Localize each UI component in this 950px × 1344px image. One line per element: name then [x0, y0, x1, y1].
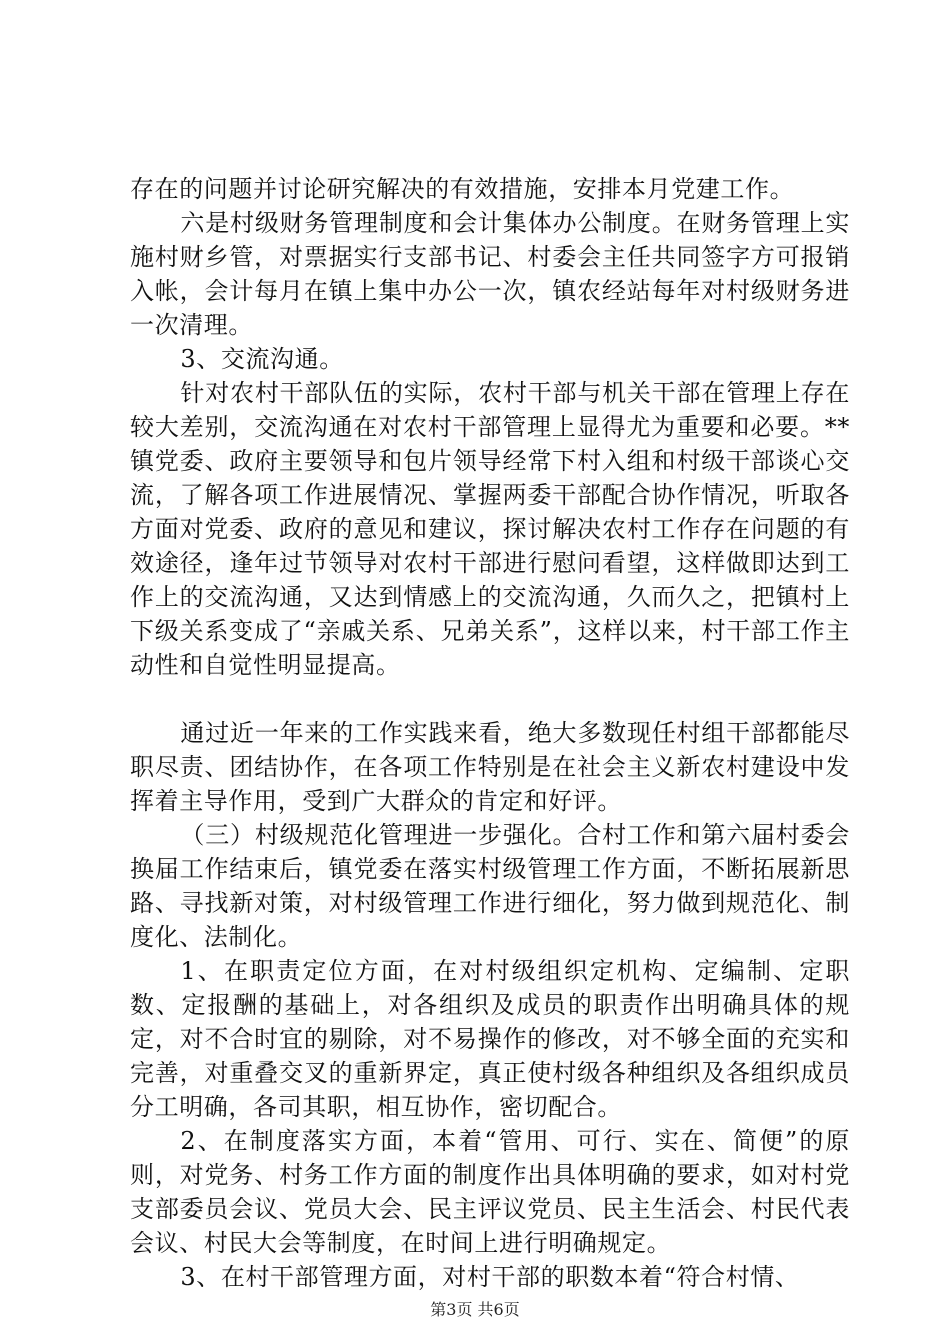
paragraph-4: 针对农村干部队伍的实际，农村干部与机关干部在管理上存在较大差别，交流沟通在对农村干部管理上显得尤为重要和必要。**镇党委、政府主要领导和包片领导经常下村入组和村级干部谈心交流，了解各项工作进展情况、掌握两委干部配合协作情况，听取各方面对党委、政府的意见和建议，探讨解决农村工作存在问题的有效途径，逢年过节领导对农村干部进行慰问看望，这样做即达到工作上的交流沟通，又达到情感上的交流沟通，久而久之，把镇村上下级关系变成了“亲戚关系、兄弟关系”，这样以来，村干部工作主动性和自觉性明显提高。 [130, 379, 850, 679]
paragraph-6: （三）村级规范化管理进一步强化。合村工作和第六届村委会换届工作结束后，镇党委在落实村级管理工作方面，不断拓展新思路、寻找新对策，对村级管理工作进行细化，努力做到规范化、制度化、法制化。 [130, 821, 850, 951]
paragraph-2: 六是村级财务管理制度和会计集体办公制度。在财务管理上实施村财乡管，对票据实行支部书记、村委会主任共同签字方可报销入帐，会计每月在镇上集中办公一次，镇农经站每年对村级财务进一次清理。 [130, 209, 850, 339]
paragraph-1: 存在的问题并讨论研究解决的有效措施，安排本月党建工作。 [130, 175, 795, 203]
paragraph-3: 3、交流沟通。 [180, 345, 344, 373]
paragraph-9: 3、在村干部管理方面，对村干部的职数本着“符合村情、 [180, 1263, 800, 1291]
paragraph-gap [130, 682, 850, 716]
paragraph-8: 2、在制度落实方面，本着“管用、可行、实在、简便”的原则，对党务、村务工作方面的制度作出具体明确的要求，如对村党支部委员会议、党员大会、民主评议党员、民主生活会、村民代表会议、村民大会等制度，在时间上进行明确规定。 [130, 1127, 850, 1257]
paragraph-5: 通过近一年来的工作实践来看，绝大多数现任村组干部都能尽职尽责、团结协作，在各项工作特别是在社会主义新农村建设中发挥着主导作用，受到广大群众的肯定和好评。 [130, 719, 850, 815]
document-body [130, 172, 850, 1294]
paragraph-7: 1、在职责定位方面，在对村级组织定机构、定编制、定职数、定报酬的基础上，对各组织及成员的职责作出明确具体的规定，对不合时宜的剔除，对不易操作的修改，对不够全面的充实和完善，对重叠交叉的重新界定，真正使村级各种组织及各组织成员分工明确，各司其职，相互协作，密切配合。 [130, 957, 850, 1121]
page-number-footer: 第3页 共6页 [430, 1300, 520, 1319]
